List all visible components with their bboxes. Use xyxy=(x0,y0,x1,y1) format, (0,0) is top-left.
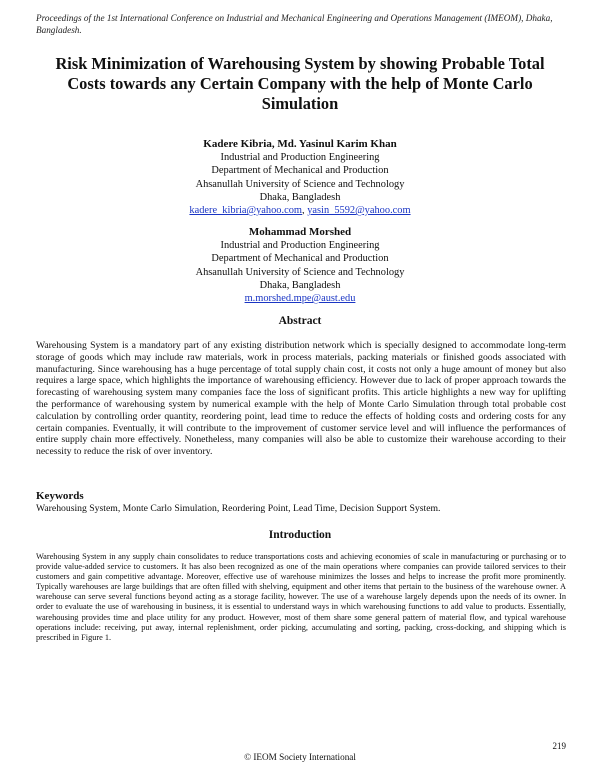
page-number: 219 xyxy=(552,741,566,751)
email-link[interactable]: m.morshed.mpe@aust.edu xyxy=(244,293,356,305)
author-block-1 xyxy=(100,138,500,217)
email-link[interactable]: kadere_kibria@yahoo.com xyxy=(189,205,302,217)
author-department: Industrial and Production Engineering xyxy=(220,240,380,252)
proceedings-header: Proceedings of the 1st International Conference on Industrial and Mechanical Engineering and Operations Management (IMEOM), Dhaka, Bangladesh. xyxy=(36,13,553,35)
author-names: Kadere Kibria, Md. Yasinul Karim Khan xyxy=(203,138,397,150)
author-division: Department of Mechanical and Production xyxy=(211,253,389,265)
author-university: Ahsanullah University of Science and Technology xyxy=(195,266,405,278)
introduction-heading: Introduction xyxy=(268,529,332,541)
author-emails xyxy=(100,292,500,305)
email-separator: , xyxy=(302,205,308,217)
author-names: Mohammad Morshed xyxy=(248,226,352,238)
abstract-text: Warehousing System is a mandatory part of any existing distribution network which is specially designed to accommodate long-term storage of goods which may include raw materials, work in process materials, packing materials or finished goods associated with manufacturing. Since warehousing has a huge percentage of total supply chain cost, it costs not only a huge amount of money but also requires a large space, which highlights the importance of warehousing efficiency. However due to lack of proper approach towards the forecasting of warehousing system many companies face the loss of significant profits. This article highlights a new way for uplifting the performance of warehousing system by numerical example with the help of Monte Carlo Simulation through total probable cost calculation by controlling order quantity, reordering point, lead time to reduce the effects of holding costs and ordering costs for any certain companies. Eventually, it will contribute to the improvement of customer service level and will influence the performances of entire supply chain more effectively. Nonetheless, many companies will also be able to customize their warehouse according to their necessity to reduce the risk of over inventory. xyxy=(36,340,566,458)
author-division: Department of Mechanical and Production xyxy=(211,165,389,177)
author-department: Industrial and Production Engineering xyxy=(220,152,380,164)
paper-title: Risk Minimization of Warehousing System by showing Probable Total Costs towards any Certain Company with the help of Monte Carlo Simulation xyxy=(55,54,545,113)
abstract-heading: Abstract xyxy=(278,315,322,327)
introduction-text: Warehousing System in any supply chain consolidates to reduce transportations costs and achieving economies of scale in manufacturing or purchasing or to provide value-added service to customers. It has also been recognized as one of the main operations where companies can provide tailored services to their customers and gain competitive advantage. Moreover, effective use of warehouse minimizes the losses and helps to increase the profit more prominently. Typically warehouses are large buildings that are often filled with shelving, equipment and other items that pertain to the business of the warehouse owner. A warehouse can serve several functions beyond acting as a storage facility, however. The use of a warehouse largely depends upon the needs of its owner. In order to evaluate the use of warehousing in business, it is essential to understand ways in which warehousing functions to add value to products. Essentially, warehousing provides time and place utility for any product. However, most of them share some general pattern of material flow, and typical warehouse operations include: receiving, put away, internal replenishment, order picking, accumulating and sorting, packing, cross-docking, and shipping which is prescribed in Figure 1. xyxy=(36,552,566,642)
author-university: Ahsanullah University of Science and Technology xyxy=(195,178,405,190)
author-location: Dhaka, Bangladesh xyxy=(259,191,341,203)
keywords-text: Warehousing System, Monte Carlo Simulation, Reordering Point, Lead Time, Decision Support System. xyxy=(36,503,441,514)
footer-copyright: © IEOM Society International xyxy=(244,752,356,762)
email-link[interactable]: yasin_5592@yahoo.com xyxy=(307,205,411,217)
author-emails xyxy=(100,204,500,217)
author-block-2 xyxy=(100,226,500,305)
keywords-heading: Keywords xyxy=(36,490,84,502)
author-location: Dhaka, Bangladesh xyxy=(259,279,341,291)
